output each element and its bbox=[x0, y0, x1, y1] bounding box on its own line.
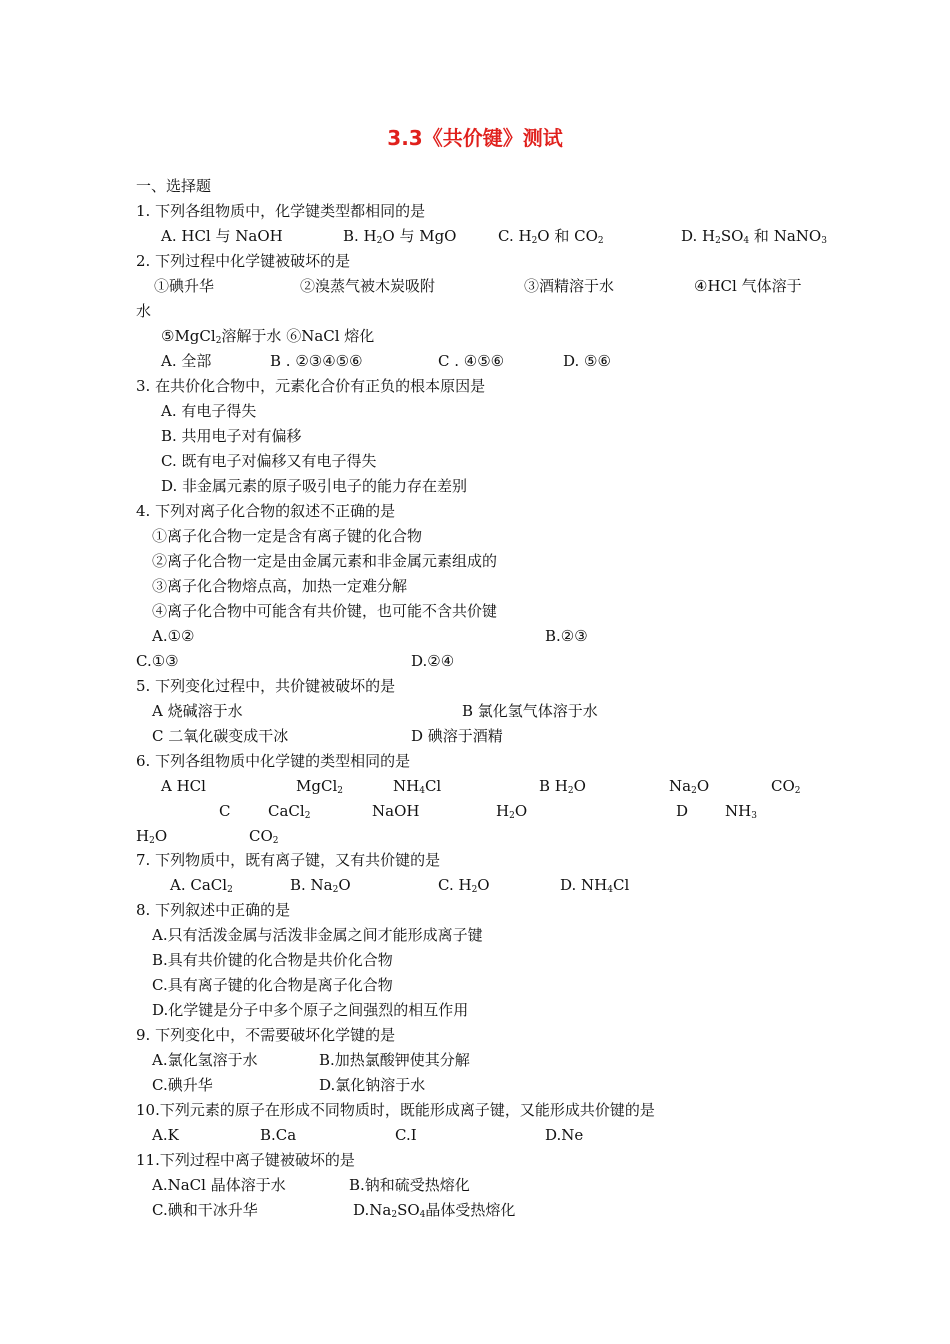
text-line: C bbox=[219, 802, 231, 820]
text-line: A 烧碱溶于水 bbox=[152, 702, 243, 720]
text-line: C . ④⑤⑥ bbox=[438, 352, 505, 370]
text-line: D. $NH_4Cl$ bbox=[560, 876, 630, 895]
text-line: ④离子化合物中可能含有共价键，也可能不含共价键 bbox=[152, 602, 498, 620]
text-line: B. $Na_2O$ bbox=[290, 876, 351, 895]
page-title: 3.3《共价键》测试 bbox=[387, 126, 563, 150]
text-line: D bbox=[676, 802, 689, 820]
text-line: A.只有活泼金属与活泼非金属之间才能形成离子键 bbox=[152, 926, 483, 944]
text-line: 7. 下列物质中，既有离子键，又有共价键的是 bbox=[136, 851, 441, 869]
text-line: 一、选择题 bbox=[136, 177, 212, 195]
text-line: ⑤MgCl$_2$溶解于水 ⑥NaCl 熔化 bbox=[161, 327, 375, 346]
text-line: A. CaCl$_2$ bbox=[170, 876, 233, 895]
text-line: A HCl bbox=[161, 777, 206, 795]
text-line: ④HCl 气体溶于 bbox=[694, 277, 802, 295]
text-line: NaOH bbox=[372, 802, 420, 820]
text-line: MgCl$_2$ bbox=[296, 777, 343, 796]
text-line: B.②③ bbox=[545, 627, 588, 645]
text-line: $H_2O$ bbox=[136, 827, 168, 846]
text-line: 11.下列过程中离子键被破坏的是 bbox=[136, 1151, 355, 1169]
text-line: C.具有离子键的化合物是离子化合物 bbox=[152, 976, 393, 994]
text-line: CaCl$_2$ bbox=[268, 802, 311, 821]
text-line: C.①③ bbox=[136, 652, 179, 670]
text-line: B. 共用电子对有偏移 bbox=[161, 427, 302, 445]
text-line: 8. 下列叙述中正确的是 bbox=[136, 901, 291, 919]
text-line: B.Ca bbox=[260, 1126, 297, 1144]
text-line: 1. 下列各组物质中，化学键类型都相同的是 bbox=[136, 202, 426, 220]
text-line: ①离子化合物一定是含有离子键的化合物 bbox=[152, 527, 423, 545]
text-line: B . ②③④⑤⑥ bbox=[270, 352, 363, 370]
text-line: ③离子化合物熔点高，加热一定难分解 bbox=[152, 577, 408, 595]
text-line: ③酒精溶于水 bbox=[524, 277, 615, 295]
text-line: D.Ne bbox=[545, 1126, 584, 1144]
text-line: $CO_2$ bbox=[249, 827, 279, 846]
text-line: ①碘升华 bbox=[154, 277, 215, 295]
text-line: B 氯化氢气体溶于水 bbox=[462, 702, 598, 720]
text-line: $Na_2O$ bbox=[669, 777, 710, 796]
text-line: $NH_3$ bbox=[725, 802, 757, 821]
text-line: C.碘和干冰升华 bbox=[152, 1201, 258, 1219]
text-line: $NH_4Cl$ bbox=[393, 777, 442, 796]
text-line: C. $H_2O$ 和 $CO_2$ bbox=[498, 227, 604, 246]
text-line: 2. 下列过程中化学键被破坏的是 bbox=[136, 252, 351, 270]
text-line: A. 全部 bbox=[161, 352, 212, 370]
text-line: C. 既有电子对偏移又有电子得失 bbox=[161, 452, 377, 470]
text-line: D. $H_2SO_4$ 和 NaNO$_3$ bbox=[681, 227, 827, 246]
text-line: 水 bbox=[136, 302, 152, 320]
text-line: D. 非金属元素的原子吸引电子的能力存在差别 bbox=[161, 477, 468, 495]
text-line: 6. 下列各组物质中化学键的类型相同的是 bbox=[136, 752, 411, 770]
text-line: 3. 在共价化合物中，元素化合价有正负的根本原因是 bbox=[136, 377, 486, 395]
text-line: ②离子化合物一定是由金属元素和非金属元素组成的 bbox=[152, 552, 498, 570]
text-line: 10.下列元素的原子在形成不同物质时，既能形成离子键，又能形成共价键的是 bbox=[136, 1101, 655, 1119]
text-line: B.具有共价键的化合物是共价化合物 bbox=[152, 951, 393, 969]
text-line: A.NaCl 晶体溶于水 bbox=[152, 1176, 286, 1194]
text-line: A.①② bbox=[152, 627, 195, 645]
text-line: $CO_2$ bbox=[771, 777, 801, 796]
text-line: D.②④ bbox=[411, 652, 455, 670]
text-line: B. $H_2O$ 与 MgO bbox=[343, 227, 457, 246]
text-line: D.化学键是分子中多个原子之间强烈的相互作用 bbox=[152, 1001, 469, 1019]
text-line: A.氯化氢溶于水 bbox=[152, 1051, 258, 1069]
text-line: A. HCl 与 NaOH bbox=[161, 227, 283, 245]
text-line: D 碘溶于酒精 bbox=[411, 727, 503, 745]
text-line: A. 有电子得失 bbox=[161, 402, 257, 420]
text-line: B.钠和硫受热熔化 bbox=[349, 1176, 470, 1194]
text-line: C.碘升华 bbox=[152, 1076, 213, 1094]
text-line: 4. 下列对离子化合物的叙述不正确的是 bbox=[136, 502, 396, 520]
text-line: D. ⑤⑥ bbox=[563, 352, 611, 370]
text-line: C.I bbox=[395, 1126, 417, 1144]
text-line: B.加热氯酸钾使其分解 bbox=[319, 1051, 470, 1069]
text-line: A.K bbox=[152, 1126, 179, 1144]
text-line: C. $H_2O$ bbox=[438, 876, 490, 895]
text-line: D.氯化钠溶于水 bbox=[319, 1076, 426, 1094]
text-line: $D.Na_2SO_4$晶体受热熔化 bbox=[353, 1201, 516, 1220]
text-line: $H_2O$ bbox=[496, 802, 528, 821]
text-line: C 二氧化碳变成干冰 bbox=[152, 727, 289, 745]
text-line: 9. 下列变化中，不需要破坏化学键的是 bbox=[136, 1026, 396, 1044]
text-line: B $H_2O$ bbox=[539, 777, 586, 796]
text-line: ②溴蒸气被木炭吸附 bbox=[300, 277, 436, 295]
text-line: 5. 下列变化过程中，共价键被破坏的是 bbox=[136, 677, 396, 695]
